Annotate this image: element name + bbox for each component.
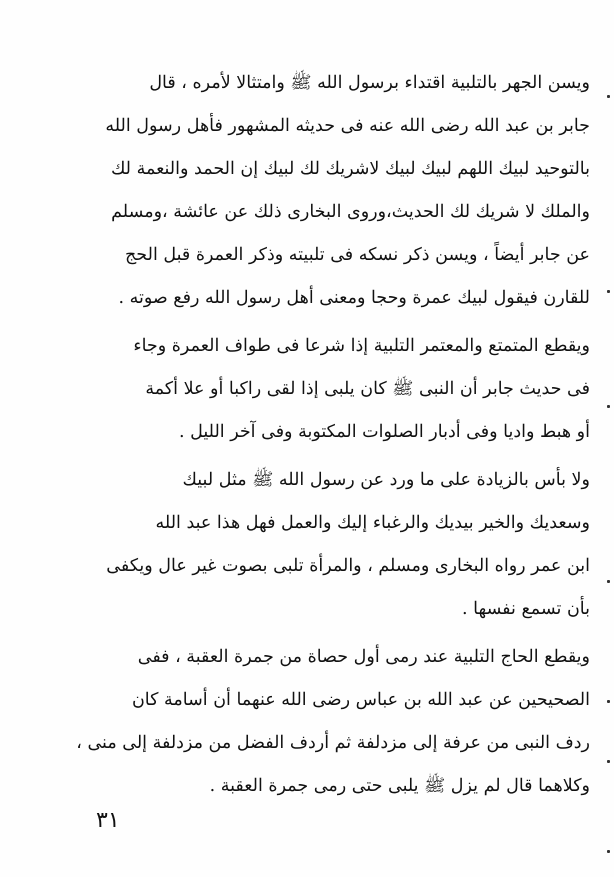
text-line: ويقطع المتمتع والمعتمر التلبية إذا شرعا فى طواف العمرة وجاء xyxy=(133,336,590,356)
paragraph-2 xyxy=(34,325,590,454)
text-line: ويسن الجهر بالتلبية اقتداء برسول الله ﷺ وامتثالا لأمره ، قال xyxy=(149,73,590,93)
text-line: بالتوحيد لبيك اللهم لبيك لبيك لاشريك لك لبيك إن الحمد والنعمة لك xyxy=(110,159,590,179)
text-line: جابر بن عبد الله رضى الله عنه فى حديثه المشهور فأهل رسول الله xyxy=(105,116,590,136)
paragraph-1 xyxy=(34,62,590,320)
scan-edge-mark xyxy=(607,580,610,583)
text-line: عن جابر أيضاً ، ويسن ذكر نسكه فى تلبيته وذكر العمرة قبل الحج xyxy=(125,245,590,265)
text-line: ولا بأس بالزيادة على ما ورد عن رسول الله ﷺ مثل لبيك xyxy=(182,470,590,490)
paragraph-4 xyxy=(34,636,590,808)
text-line: وسعديك والخير بيديك والرغباء إليك والعمل فهل هذا عبد الله xyxy=(155,513,590,533)
text-line: والملك لا شريك لك الحديث،وروى البخارى ذلك عن عائشة ،ومسلم xyxy=(111,202,590,222)
text-line: فى حديث جابر أن النبى ﷺ كان يلبى إذا لقى راكبا أو علا أكمة xyxy=(145,379,590,399)
text-line: الصحيحين عن عبد الله بن عباس رضى الله عنهما أن أسامة كان xyxy=(131,690,590,710)
scan-edge-mark xyxy=(607,850,610,853)
paragraph-3 xyxy=(34,459,590,631)
page-number: ٣١ xyxy=(96,808,120,833)
text-line: للقارن فيقول لبيك عمرة وحجا ومعنى أهل رسول الله رفع صوته . xyxy=(118,288,590,308)
text-block xyxy=(34,62,590,808)
scan-edge-mark xyxy=(607,95,610,98)
text-line: بأن تسمع نفسها . xyxy=(462,599,590,619)
text-line: ابن عمر رواه البخارى ومسلم ، والمرأة تلبى بصوت غير عال ويكفى xyxy=(106,556,590,576)
text-line: ردف النبى من عرفة إلى مزدلفة ثم أردف الفضل من مزدلفة إلى منى ، xyxy=(76,733,590,753)
text-line: وكلاهما قال لم يزل ﷺ يلبى حتى رمى جمرة العقبة . xyxy=(209,776,590,796)
scan-edge-mark xyxy=(607,760,610,763)
scan-edge-mark xyxy=(607,290,610,293)
scan-edge-mark xyxy=(607,700,610,703)
text-line: ويقطع الحاج التلبية عند رمى أول حصاة من جمرة العقبة ، ففى xyxy=(137,647,590,667)
scan-edge-mark xyxy=(607,405,610,408)
text-line: أو هبط واديا وفى أدبار الصلوات المكتوبة وفى آخر الليل . xyxy=(179,422,590,442)
